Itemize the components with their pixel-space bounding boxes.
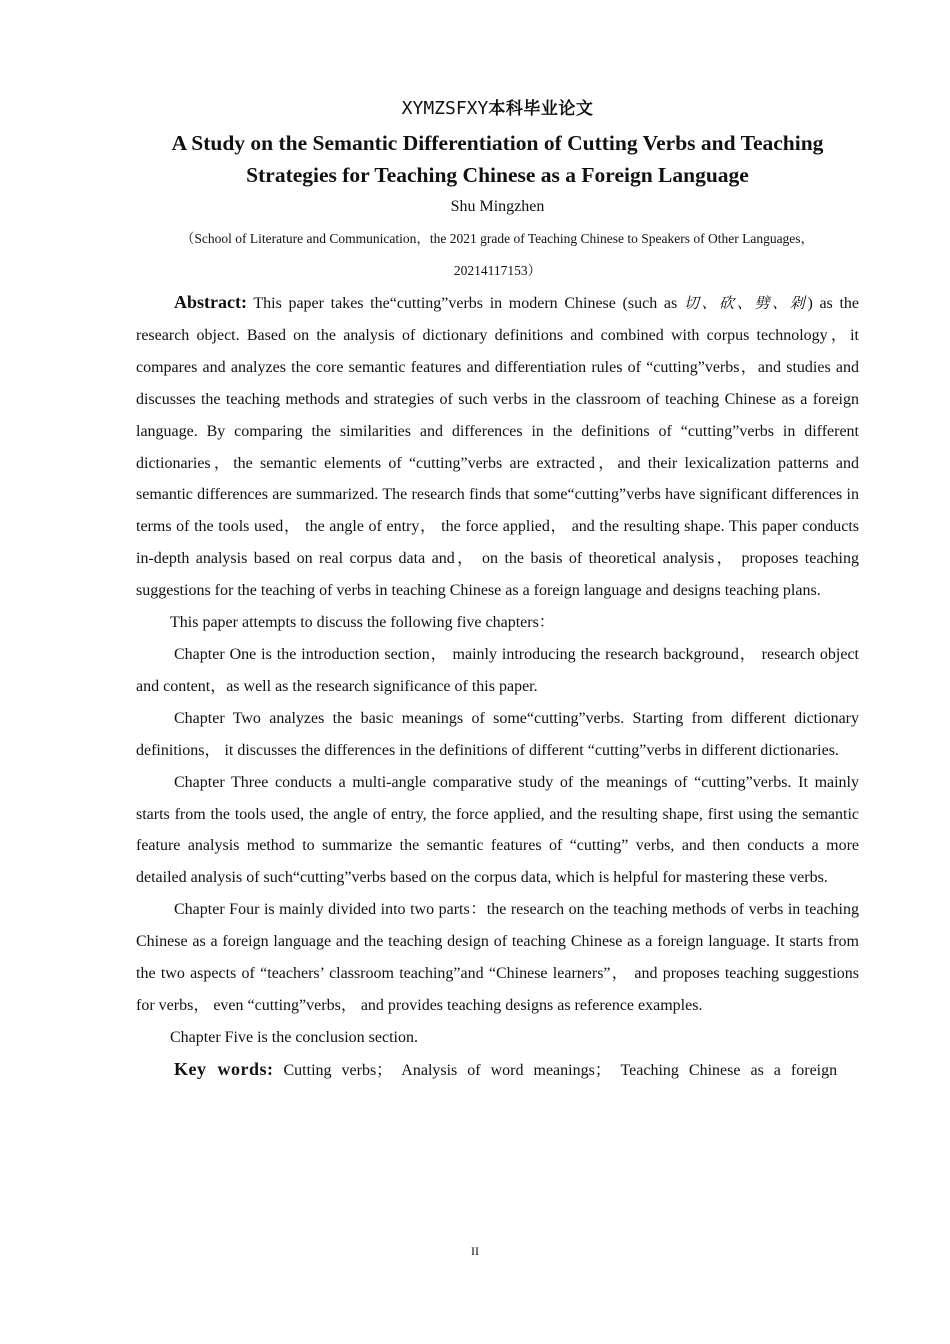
- chapter-five-paragraph: Chapter Five is the conclusion section.: [170, 1028, 418, 1046]
- affiliation-line-2: 20214117153）: [453, 263, 542, 278]
- keywords-label: Key words:: [174, 1058, 274, 1079]
- keywords-text: Cutting verbs； Analysis of word meanings； Teaching Chinese as a foreign: [273, 1061, 838, 1079]
- chapter-two-paragraph: Chapter Two analyzes the basic meanings of some“cutting”verbs. Starting from different dictionary definitions， it discusses the differences in the definitions of different “cutting”verbs in different dictionaries.: [136, 709, 859, 759]
- title-line-2: Strategies for Teaching Chinese as a Foreign Language: [246, 163, 749, 187]
- chapters-intro: This paper attempts to discuss the following five chapters：: [170, 614, 555, 632]
- page-number: II: [471, 1244, 479, 1258]
- thesis-header: [136, 92, 859, 124]
- paper-title: [136, 127, 859, 191]
- document-page: [136, 92, 859, 1086]
- abstract-paragraph: [136, 287, 859, 607]
- affiliation-line-1: （School of Literature and Communication，the 2021 grade of Teaching Chinese to Speakers of Other Languages，: [180, 231, 815, 246]
- chapter-one-paragraph: Chapter One is the introduction section， mainly introducing the research background， research object and content，as well as the research significance of this paper.: [136, 645, 859, 695]
- title-line-1: A Study on the Semantic Differentiation of Cutting Verbs and Teaching: [171, 131, 824, 155]
- abstract-label: Abstract:: [174, 292, 247, 312]
- header-label: 本科毕业论文: [488, 99, 594, 119]
- chapter-four-paragraph: Chapter Four is mainly divided into two parts：the research on the teaching methods of verbs in teaching Chinese as a foreign language and the teaching design of teaching Chinese as a foreign language. It starts from the two aspects of “teachers’ classroom teaching”and “Chinese learners”， and proposes teaching suggestions for verbs， even “cutting”verbs， and provides teaching designs as reference examples.: [136, 901, 859, 1014]
- author-name: Shu Mingzhen: [450, 198, 545, 215]
- chapter-three-paragraph: Chapter Three conducts a multi-angle comparative study of the meanings of “cutting”verbs. It mainly starts from the tools used, the angle of entry, the force applied, and the resulting shape, first using the semantic feature analysis method to summarize the semantic features of “cutting” verbs, and then conducts a more detailed analysis of such“cutting”verbs based on the corpus data, which is helpful for mastering these verbs.: [136, 773, 859, 887]
- abstract-text-rest: ) as the research object. Based on the analysis of dictionary definitions and combined with corpus technology，it compares and analyzes the core semantic features and differentiation rules of “cutting”verbs，and studies and discusses the teaching methods and strategies of such verbs in the classroom of teaching Chinese as a foreign language. By comparing the similarities and differences in the definitions of “cutting”verbs in different dictionaries，the semantic elements of “cutting”verbs are extracted，and their lexicalization patterns and semantic differences are summarized. The research finds that some“cutting”verbs have significant differences in terms of the tools used， the angle of entry， the force applied， and the resulting shape. This paper conducts in-depth analysis based on real corpus data and， on the basis of theoretical analysis， proposes teaching suggestions for the teaching of verbs in teaching Chinese as a foreign language and designs teaching plans.: [136, 295, 859, 600]
- abstract-examples: 切、砍、劈、剁: [683, 294, 808, 312]
- header-code: XYMZSFXY: [401, 98, 489, 119]
- abstract-text-start: This paper takes the“cutting”verbs in modern Chinese (such as: [246, 295, 684, 312]
- affiliation: [136, 223, 859, 287]
- keywords-paragraph: [136, 1054, 859, 1086]
